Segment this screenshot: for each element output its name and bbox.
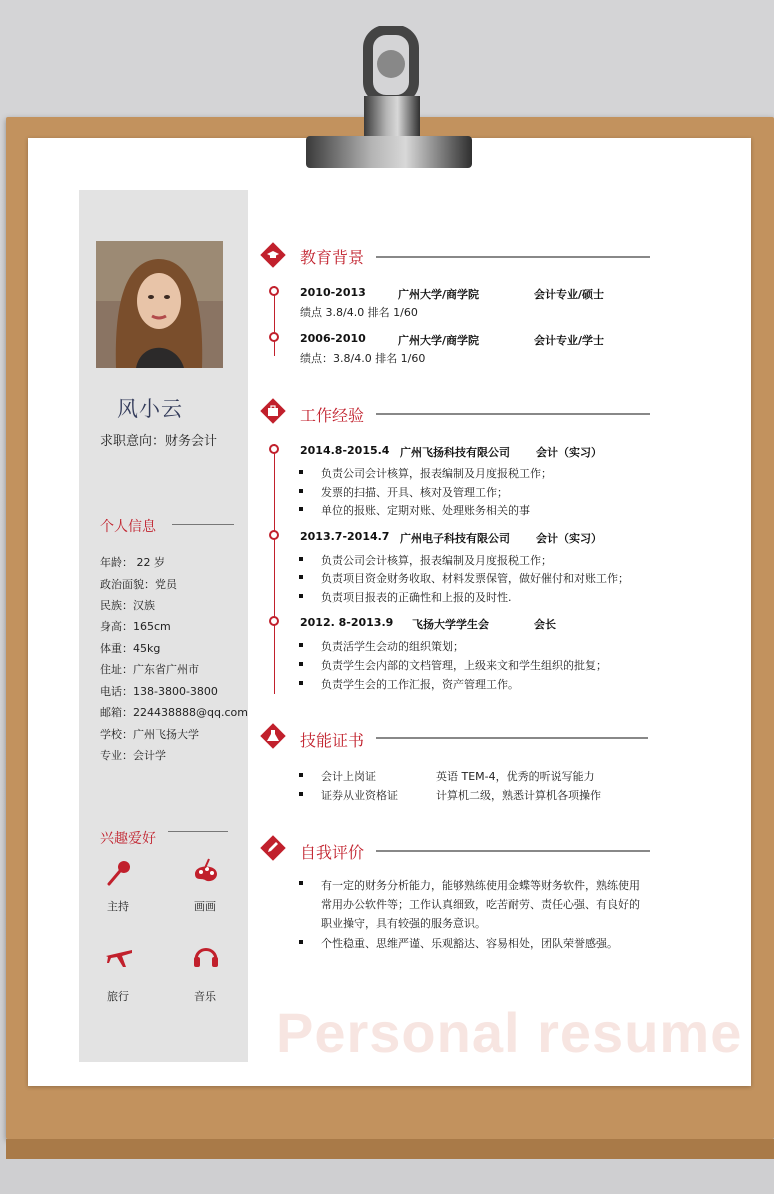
hobby-label-travel: 旅行 (107, 990, 129, 1003)
info-address: 住址：广东省广州市 (100, 663, 199, 676)
work-bullet: 发票的扫描、开具、核对及管理工作； (321, 486, 508, 499)
info-major: 专业：会计学 (100, 749, 166, 762)
skill-desc: 英语 TEM-4，优秀的听说写能力 (436, 770, 595, 783)
education-timeline (274, 286, 275, 356)
edu-detail: 绩点：3.8/4.0 排名 1/60 (300, 352, 426, 365)
binder-clip-icon (300, 26, 476, 176)
palette-icon (191, 856, 221, 886)
info-age: 年龄： 22 岁 (100, 556, 165, 569)
microphone-icon (104, 858, 134, 888)
personal-info-divider (172, 524, 234, 525)
edit-icon (260, 835, 286, 861)
watermark-text: Personal resume (276, 1001, 743, 1064)
info-school: 学校：广州飞扬大学 (100, 728, 199, 741)
skills-title: 技能证书 (300, 731, 365, 750)
work-org: 广州电子科技有限公司 (400, 532, 510, 545)
self-eval-bullet: 个性稳重、思维严谨、乐观豁达、容易相处，团队荣誉感强。 (321, 937, 618, 950)
education-divider (376, 256, 650, 258)
education-title: 教育背景 (300, 248, 365, 267)
self-eval-bullet: 有一定的财务分析能力，能够熟练使用金蝶等财务软件，熟练使用常用办公软件等；工作认真细致，吃苦耐劳、责任心强、有良好的职业操守，具有较强的服务意识。 (321, 876, 641, 933)
graduation-cap-icon (260, 242, 286, 268)
edu-date: 2006-2010 (300, 332, 366, 345)
timeline-dot (269, 332, 279, 342)
profile-photo (96, 241, 223, 368)
candidate-name: 风小云 (117, 397, 183, 421)
skill-name: 会计上岗证 (321, 770, 376, 783)
work-bullet: 负责学生会的工作汇报，资产管理工作。 (321, 678, 519, 691)
work-role: 会计（实习） (536, 532, 602, 545)
hobby-label-host: 主持 (107, 900, 129, 913)
edu-date: 2010-2013 (300, 286, 366, 299)
personal-info-title: 个人信息 (100, 519, 156, 535)
timeline-dot (269, 286, 279, 296)
work-bullet: 单位的报账、定期对账、处理账务相关的事 (321, 504, 530, 517)
hobby-label-music: 音乐 (194, 990, 216, 1003)
headphones-icon (191, 940, 221, 970)
edu-detail: 绩点 3.8/4.0 排名 1/60 (300, 306, 418, 319)
flask-icon (260, 723, 286, 749)
edu-school: 广州大学/商学院 (398, 288, 480, 301)
edu-major: 会计专业/学士 (534, 334, 605, 347)
edu-school: 广州大学/商学院 (398, 334, 480, 347)
skills-divider (376, 737, 648, 739)
timeline-dot (269, 616, 279, 626)
work-divider (376, 413, 650, 415)
hobby-label-painting: 画画 (194, 900, 216, 913)
timeline-dot (269, 444, 279, 454)
work-bullet: 负责公司会计核算，报表编制及月度报税工作； (321, 467, 552, 480)
job-intent: 求职意向：财务会计 (100, 434, 218, 449)
work-role: 会长 (534, 618, 556, 631)
info-email: 邮箱：224438888@qq.com (100, 706, 248, 719)
work-bullet: 负责学生会内部的文档管理，上级来文和学生组织的批复； (321, 659, 607, 672)
hobbies-title: 兴趣爱好 (100, 831, 156, 847)
airplane-icon (104, 940, 134, 970)
self-eval-title: 自我评价 (300, 843, 365, 862)
work-bullet: 负责公司会计核算，报表编制及月度报税工作； (321, 554, 552, 567)
self-eval-divider (376, 850, 650, 852)
work-bullet: 负责活学生会动的组织策划； (321, 640, 464, 653)
edu-major: 会计专业/硕士 (534, 288, 605, 301)
clipboard-edge (6, 1139, 774, 1159)
work-bullet: 负责项目资金财务收取、材料发票保管，做好催付和对账工作； (321, 572, 629, 585)
work-org: 广州飞扬科技有限公司 (400, 446, 510, 459)
work-date: 2014.8-2015.4 (300, 444, 390, 457)
work-bullet: 负责项目报表的正确性和上报的及时性. (321, 591, 512, 604)
work-org: 飞扬大学学生会 (412, 618, 489, 631)
work-timeline (274, 444, 275, 694)
work-date: 2013.7-2014.7 (300, 530, 390, 543)
info-ethnicity: 民族：汉族 (100, 599, 155, 612)
work-role: 会计（实习） (536, 446, 602, 459)
info-phone: 电话：138-3800-3800 (100, 685, 218, 698)
work-title: 工作经验 (300, 406, 365, 425)
info-weight: 体重：45kg (100, 642, 161, 655)
work-date: 2012. 8-2013.9 (300, 616, 394, 629)
skill-desc: 计算机二级，熟悉计算机各项操作 (436, 789, 601, 802)
info-height: 身高：165cm (100, 620, 171, 633)
briefcase-icon (260, 398, 286, 424)
hobbies-divider (168, 831, 228, 832)
skill-name: 证券从业资格证 (321, 789, 398, 802)
info-politics: 政治面貌：党员 (100, 578, 177, 591)
timeline-dot (269, 530, 279, 540)
